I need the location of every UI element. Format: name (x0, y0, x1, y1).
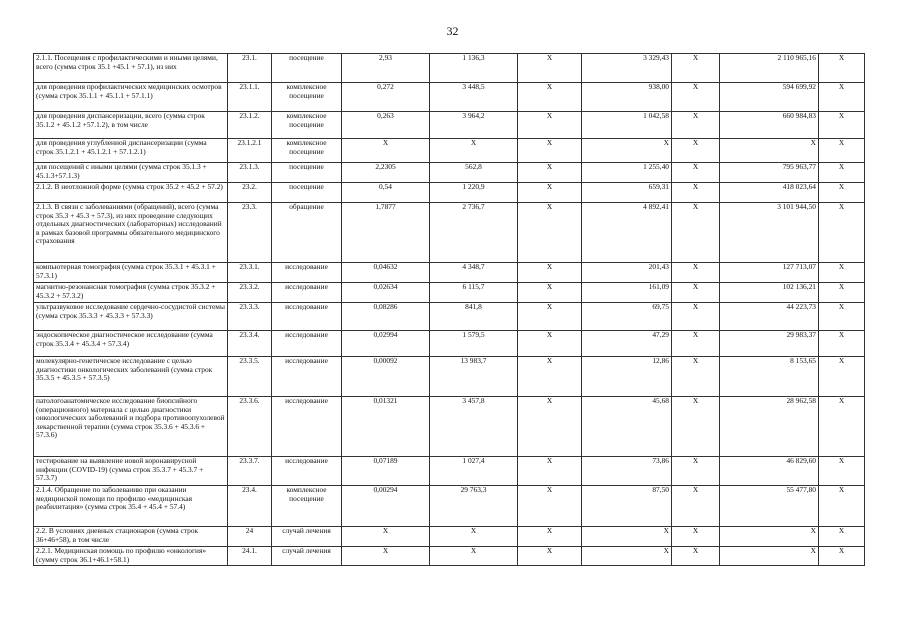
table-row (34, 54, 865, 83)
row-description: эндоскопическое диагностическое исследование (сумма строк 35.3.4 + 45.3.4 + 57.3.4) (34, 331, 228, 357)
row-number: 23.3.6. (228, 397, 272, 457)
table-row (34, 457, 865, 486)
value-col-6: 594 699,92 (720, 83, 819, 112)
unit-of-measure: исследование (272, 357, 342, 397)
value-col-6: X (720, 547, 819, 566)
unit-of-measure: исследование (272, 457, 342, 486)
value-col-4: 201,43 (582, 263, 672, 283)
value-col-2: X (430, 139, 518, 163)
value-col-2: X (430, 547, 518, 566)
row-description: тестирование на выявление новой коронавирусной инфекции (COVID-19) (сумма строк 35.3.7 + 45.3.7 + 57.3.7) (34, 457, 228, 486)
value-col-4: 87,50 (582, 486, 672, 527)
value-col-1: 0,00294 (342, 486, 430, 527)
value-col-7: X (819, 527, 865, 547)
value-col-4: 3 329,43 (582, 54, 672, 83)
unit-of-measure: случай лечения (272, 527, 342, 547)
value-col-5: X (672, 139, 720, 163)
value-col-6: 46 829,60 (720, 457, 819, 486)
value-col-5: X (672, 263, 720, 283)
value-col-7: X (819, 54, 865, 83)
row-description: 2.2.1. Медицинская помощь по профилю «онкология» (сумму строк 36.1+46.1+58.1) (34, 547, 228, 566)
value-col-4: X (582, 139, 672, 163)
value-col-2: 6 115,7 (430, 283, 518, 303)
value-col-7: X (819, 486, 865, 527)
table-row (34, 527, 865, 547)
value-col-3: X (518, 203, 582, 263)
value-col-7: X (819, 263, 865, 283)
row-number: 23.3.7. (228, 457, 272, 486)
value-col-1: 0,00092 (342, 357, 430, 397)
value-col-7: X (819, 357, 865, 397)
value-col-4: 4 892,41 (582, 203, 672, 263)
table-row (34, 163, 865, 183)
unit-of-measure: обращение (272, 203, 342, 263)
value-col-2: 4 348,7 (430, 263, 518, 283)
value-col-4: 47,29 (582, 331, 672, 357)
value-col-7: X (819, 283, 865, 303)
row-description: 2.1.1. Посещения с профилактическими и иными целями, всего (сумма строк 35.1 +45.1 + 57.1), из них (34, 54, 228, 83)
unit-of-measure: исследование (272, 283, 342, 303)
page-number: 32 (446, 24, 459, 38)
value-col-5: X (672, 457, 720, 486)
value-col-4: X (582, 527, 672, 547)
value-col-6: 2 110 965,16 (720, 54, 819, 83)
value-col-2: 1 027,4 (430, 457, 518, 486)
value-col-2: 1 220,9 (430, 183, 518, 203)
row-description: для проведения углубленной диспансеризации (сумма строк 35.1.2.1 + 45.1.2.1 + 57.1.2.1) (34, 139, 228, 163)
value-col-3: X (518, 139, 582, 163)
value-col-3: X (518, 183, 582, 203)
row-description: компьютерная томография (сумма строк 35.3.1 + 45.3.1 + 57.3.1) (34, 263, 228, 283)
value-col-5: X (672, 54, 720, 83)
value-col-4: 1 255,40 (582, 163, 672, 183)
value-col-2: 841,8 (430, 303, 518, 331)
value-col-3: X (518, 457, 582, 486)
value-col-7: X (819, 303, 865, 331)
value-col-1: 0,263 (342, 112, 430, 139)
value-col-5: X (672, 83, 720, 112)
value-col-3: X (518, 547, 582, 566)
value-col-7: X (819, 112, 865, 139)
value-col-3: X (518, 263, 582, 283)
value-col-7: X (819, 457, 865, 486)
row-description: 2.2. В условиях дневных стационаров (сумма строк 36+46+58), в том числе (34, 527, 228, 547)
unit-of-measure: исследование (272, 263, 342, 283)
row-number: 23.3.4. (228, 331, 272, 357)
row-number: 24.1. (228, 547, 272, 566)
value-col-1: 0,02634 (342, 283, 430, 303)
value-col-1: 0,54 (342, 183, 430, 203)
value-col-7: X (819, 139, 865, 163)
value-col-1: 0,07189 (342, 457, 430, 486)
row-number: 23.1.3. (228, 163, 272, 183)
value-col-3: X (518, 112, 582, 139)
value-col-2: 3 964,2 (430, 112, 518, 139)
row-description: для посещений с иными целями (сумма строк 35.1.3 + 45.1.3+57.1.3) (34, 163, 228, 183)
value-col-3: X (518, 527, 582, 547)
value-col-4: 12,86 (582, 357, 672, 397)
table-row (34, 283, 865, 303)
value-col-6: 44 223,73 (720, 303, 819, 331)
row-number: 23.1. (228, 54, 272, 83)
value-col-1: X (342, 139, 430, 163)
table-row (34, 203, 865, 263)
table-row (34, 547, 865, 566)
row-number: 24 (228, 527, 272, 547)
value-col-1: 0,01321 (342, 397, 430, 457)
row-description: 2.1.2. В неотложной форме (сумма строк 35.2 + 45.2 + 57.2) (34, 183, 228, 203)
row-description: 2.1.3. В связи с заболеваниями (обращений), всего (сумма строк 35.3 + 45.3 + 57.3), из них проведение следующих отдельных диагностических (лабораторных) исследований в рамках базовой программы обязательного медицинского страхования (34, 203, 228, 263)
value-col-6: 29 983,37 (720, 331, 819, 357)
value-col-2: 1 579,5 (430, 331, 518, 357)
value-col-3: X (518, 486, 582, 527)
unit-of-measure: случай лечения (272, 547, 342, 566)
value-col-6: 55 477,80 (720, 486, 819, 527)
value-col-5: X (672, 303, 720, 331)
value-col-1: 0,02994 (342, 331, 430, 357)
row-description: магнитно-резонансная томография (сумма строк 35.3.2 + 45.3.2 + 57.3.2) (34, 283, 228, 303)
value-col-3: X (518, 357, 582, 397)
unit-of-measure: комплексное посещение (272, 139, 342, 163)
value-col-5: X (672, 357, 720, 397)
value-col-1: X (342, 527, 430, 547)
value-col-4: X (582, 547, 672, 566)
table-row (34, 263, 865, 283)
value-col-1: 2,2305 (342, 163, 430, 183)
row-number: 23.1.2.1 (228, 139, 272, 163)
value-col-1: X (342, 547, 430, 566)
unit-of-measure: комплексное посещение (272, 112, 342, 139)
value-col-6: 3 101 944,50 (720, 203, 819, 263)
table-body (34, 54, 865, 566)
value-col-7: X (819, 397, 865, 457)
row-description: молекулярно-генетическое исследование с целью диагностики онкологических заболеваний (сумма строк 35.3.5 + 45.3.5 + 57.3.5) (34, 357, 228, 397)
value-col-3: X (518, 283, 582, 303)
row-number: 23.1.2. (228, 112, 272, 139)
value-col-5: X (672, 331, 720, 357)
value-col-2: 2 736,7 (430, 203, 518, 263)
unit-of-measure: посещение (272, 54, 342, 83)
value-col-2: 3 448,5 (430, 83, 518, 112)
unit-of-measure: комплексное посещение (272, 83, 342, 112)
value-col-2: 29 763,3 (430, 486, 518, 527)
value-col-5: X (672, 183, 720, 203)
value-col-7: X (819, 83, 865, 112)
value-col-5: X (672, 283, 720, 303)
table-row (34, 303, 865, 331)
value-col-2: X (430, 527, 518, 547)
table-row (34, 83, 865, 112)
value-col-1: 2,93 (342, 54, 430, 83)
row-description: для проведения диспансеризации, всего (сумма строк 35.1.2 + 45.1.2 +57.1.2), в том числе (34, 112, 228, 139)
unit-of-measure: посещение (272, 163, 342, 183)
table-row (34, 183, 865, 203)
table-row (34, 486, 865, 527)
table-row (34, 397, 865, 457)
value-col-1: 0,08286 (342, 303, 430, 331)
value-col-3: X (518, 54, 582, 83)
value-col-1: 0,04632 (342, 263, 430, 283)
value-col-5: X (672, 397, 720, 457)
value-col-6: 660 984,83 (720, 112, 819, 139)
value-col-1: 1,7877 (342, 203, 430, 263)
value-col-5: X (672, 112, 720, 139)
value-col-4: 1 042,58 (582, 112, 672, 139)
value-col-3: X (518, 331, 582, 357)
value-col-7: X (819, 183, 865, 203)
value-col-4: 161,09 (582, 283, 672, 303)
value-col-5: X (672, 203, 720, 263)
table-row (34, 331, 865, 357)
value-col-3: X (518, 397, 582, 457)
row-number: 23.2. (228, 183, 272, 203)
value-col-6: 8 153,65 (720, 357, 819, 397)
value-col-7: X (819, 203, 865, 263)
value-col-4: 659,31 (582, 183, 672, 203)
value-col-6: X (720, 527, 819, 547)
row-number: 23.3.5. (228, 357, 272, 397)
value-col-6: 127 713,07 (720, 263, 819, 283)
value-col-1: 0,272 (342, 83, 430, 112)
row-description: патологоанатомическое исследование биопсийного (операционного) материала с целью диагностики онкологических заболеваний и подбора противоопухолевой лекарственной терапии (сумма строк 35.3.6 + 45.3.6 + 57.3.6) (34, 397, 228, 457)
value-col-7: X (819, 547, 865, 566)
value-col-3: X (518, 303, 582, 331)
row-description: для проведения профилактических медицинских осмотров (сумма строк 35.1.1 + 45.1.1 + 57.1.1) (34, 83, 228, 112)
unit-of-measure: посещение (272, 183, 342, 203)
unit-of-measure: исследование (272, 303, 342, 331)
value-col-3: X (518, 163, 582, 183)
row-number: 23.3.2. (228, 283, 272, 303)
value-col-6: 418 023,64 (720, 183, 819, 203)
value-col-2: 13 983,7 (430, 357, 518, 397)
value-col-4: 938,00 (582, 83, 672, 112)
unit-of-measure: комплексное посещение (272, 486, 342, 527)
value-col-6: X (720, 139, 819, 163)
unit-of-measure: исследование (272, 331, 342, 357)
table-row (34, 139, 865, 163)
value-col-4: 45,68 (582, 397, 672, 457)
value-col-4: 69,75 (582, 303, 672, 331)
value-col-5: X (672, 486, 720, 527)
value-col-7: X (819, 331, 865, 357)
table-row (34, 357, 865, 397)
row-number: 23.3. (228, 203, 272, 263)
value-col-5: X (672, 547, 720, 566)
value-col-2: 562,8 (430, 163, 518, 183)
value-col-5: X (672, 163, 720, 183)
value-col-7: X (819, 163, 865, 183)
row-number: 23.3.3. (228, 303, 272, 331)
table-row (34, 112, 865, 139)
row-number: 23.3.1. (228, 263, 272, 283)
row-description: 2.1.4. Обращение по заболеванию при оказании медицинской помощи по профилю «медицинская реабилитация» (сумма строк 35.4 + 45.4 + 57.4) (34, 486, 228, 527)
value-col-6: 102 136,21 (720, 283, 819, 303)
data-table (33, 53, 865, 566)
value-col-2: 3 457,8 (430, 397, 518, 457)
row-number: 23.4. (228, 486, 272, 527)
value-col-3: X (518, 83, 582, 112)
unit-of-measure: исследование (272, 397, 342, 457)
row-description: ультразвуковое исследование сердечно-сосудистой системы (сумма строк 35.3.3 + 45.3.3 + 57.3.3) (34, 303, 228, 331)
value-col-6: 28 962,58 (720, 397, 819, 457)
value-col-4: 73,86 (582, 457, 672, 486)
value-col-5: X (672, 527, 720, 547)
value-col-2: 1 136,3 (430, 54, 518, 83)
value-col-6: 795 963,77 (720, 163, 819, 183)
row-number: 23.1.1. (228, 83, 272, 112)
